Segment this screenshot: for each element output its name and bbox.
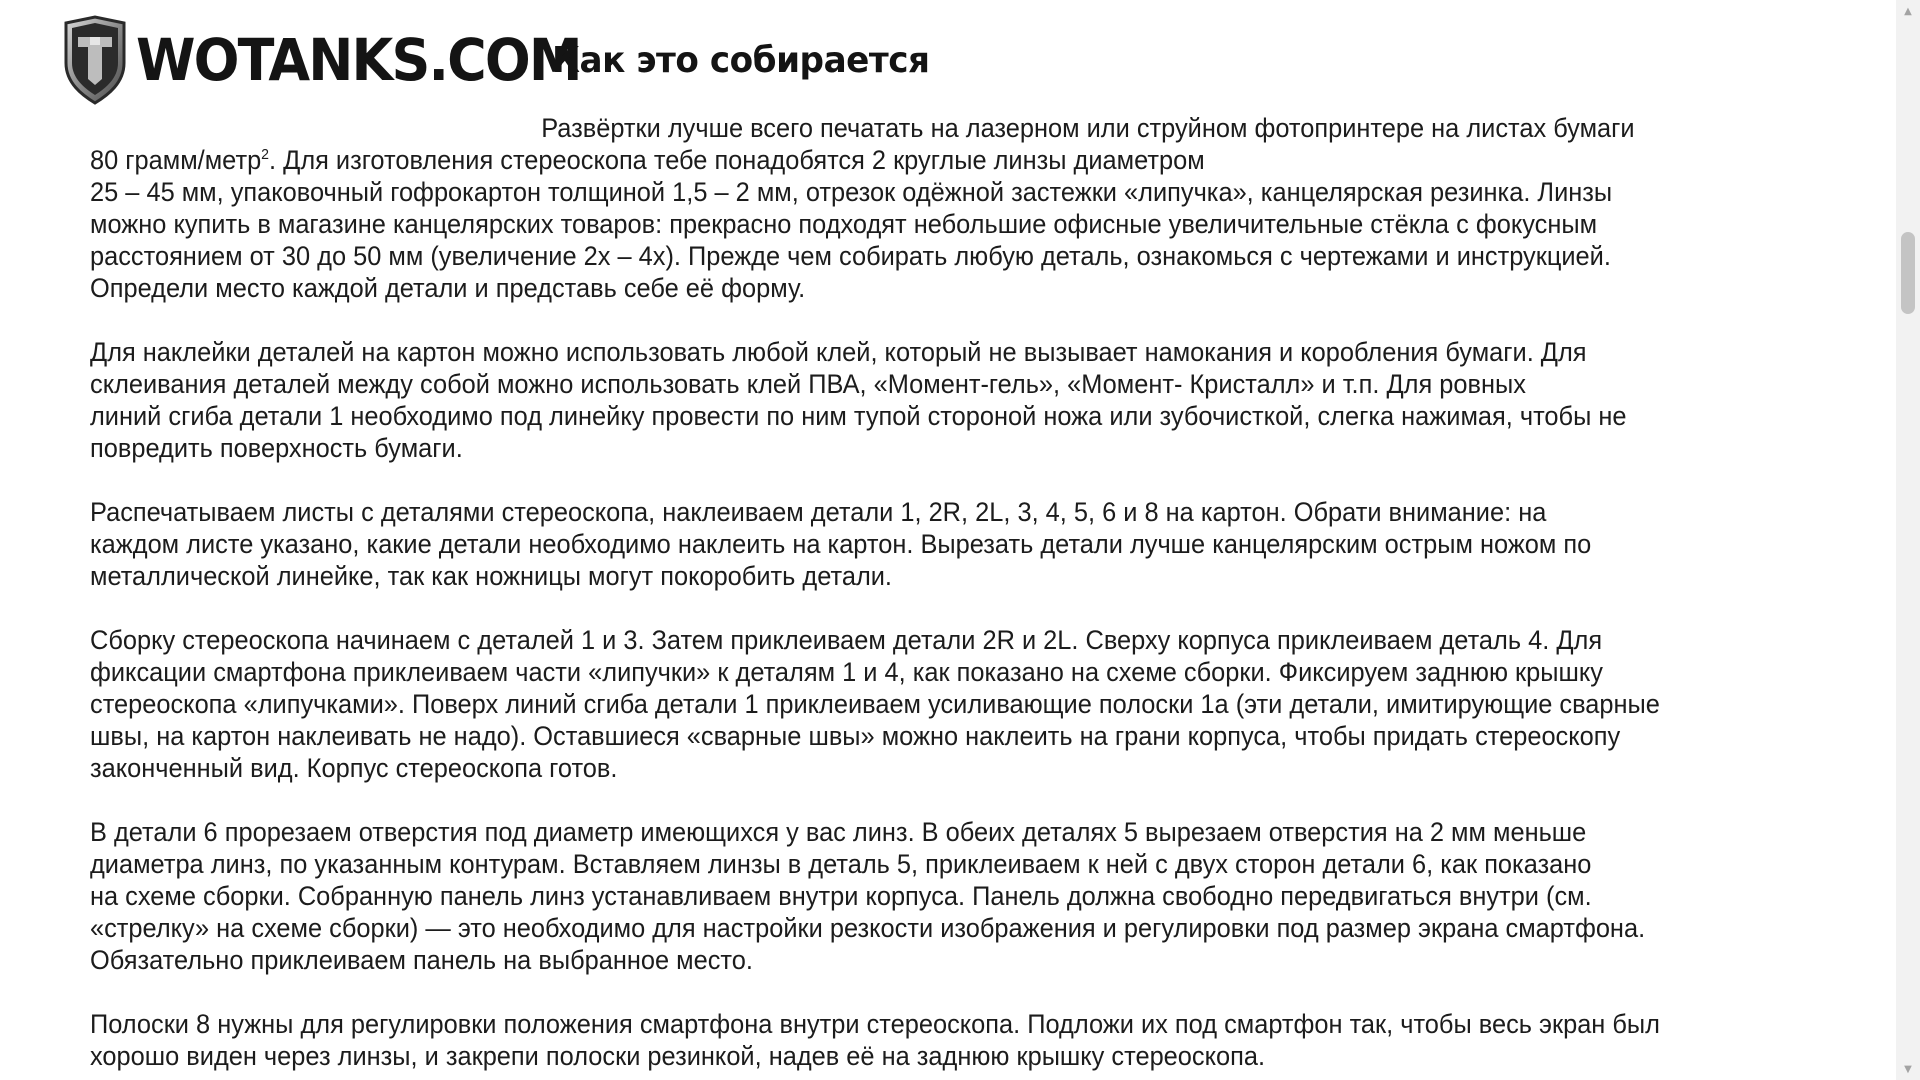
paragraph-line: Развёртки лучше всего печатать на лазерном или струйном фотопринтере на листах бумаги (541, 113, 1635, 143)
paragraph-line: Полоски 8 нужны для регулировки положения смартфона внутри стереоскопа. Подложи их под смартфон так, чтобы весь экран был (90, 1009, 1660, 1039)
page-title: Как это собирается (552, 40, 930, 81)
paragraph-line: Сборку стереоскопа начинаем с деталей 1 и 3. Затем приклеиваем детали 2R и 2L. Сверху корпуса приклеиваем деталь 4. Для (90, 625, 1603, 655)
site-header (62, 14, 614, 106)
paragraph-gap (90, 784, 1810, 816)
paragraph-line: хорошо виден через линзы, и закрепи полоски резинкой, надев её на заднюю крышку стереоскопа. (90, 1041, 1266, 1071)
paragraph-line: В детали 6 прорезаем отверстия под диаметр имеющихся у вас линз. В обеих деталях 5 вырезаем отверстия на 2 мм меньше (90, 817, 1587, 847)
paragraph-line: повредить поверхность бумаги. (90, 433, 463, 463)
paragraph-line: фиксации смартфона приклеиваем части «липучки» к деталям 1 и 4, как показано на схеме сборки. Фиксируем заднюю крышку (90, 657, 1603, 687)
article-body (90, 112, 1810, 1072)
paragraph-gap (90, 464, 1810, 496)
paragraph-line: можно купить в магазине канцелярских товаров: прекрасно подходят небольшие офисные увеличительные стёкла с фокусным (90, 209, 1598, 239)
paragraph-line: стереоскопа «липучками». Поверх линий сгиба детали 1 приклеиваем усиливающие полоски 1а (эти детали, имитирующие сварные (90, 689, 1660, 719)
paragraph-gap (90, 592, 1810, 624)
paragraph-line: на схеме сборки. Собранную панель линз устанавливаем внутри корпуса. Панель должна свободно передвигаться внутри (см. (90, 881, 1592, 911)
paragraph-line: каждом листе указано, какие детали необходимо наклеить на картон. Вырезать детали лучше канцелярским острым ножом по (90, 529, 1592, 559)
superscript: 2 (261, 146, 270, 163)
scroll-down-arrow-icon[interactable]: ▼ (1904, 1063, 1912, 1075)
site-logo-text[interactable]: WOTANKS.COM (136, 26, 581, 94)
scrollbar-thumb[interactable] (1901, 232, 1915, 314)
paragraph-line: линий сгиба детали 1 необходимо под линейку провести по ним тупой стороной ножа или зубочисткой, слегка нажимая, чтобы не (90, 401, 1627, 431)
paragraph-gap (90, 304, 1810, 336)
paragraph-line: Распечатываем листы с деталями стереоскопа, наклеиваем детали 1, 2R, 2L, 3, 4, 5, 6 и 8 на картон. Обрати внимание: на (90, 497, 1547, 527)
paragraph-line (90, 144, 1707, 176)
paragraph-line: металлической линейке, так как ножницы могут покоробить детали. (90, 561, 892, 591)
scroll-up-arrow-icon[interactable]: ▲ (1904, 5, 1912, 17)
paragraph-line: Обязательно приклеиваем панель на выбранное место. (90, 945, 753, 975)
paragraph-line: Определи место каждой детали и представь себе её форму. (90, 273, 806, 303)
paragraph-line: законченный вид. Корпус стереоскопа готов. (90, 753, 618, 783)
tank-shield-logo-icon[interactable] (62, 15, 128, 105)
paragraph-line: расстоянием от 30 до 50 мм (увеличение 2х – 4х). Прежде чем собирать любую деталь, ознакомься с чертежами и инструкцией. (90, 241, 1611, 271)
paragraph-line: 25 – 45 мм, упаковочный гофрокартон толщиной 1,5 – 2 мм, отрезок одёжной застежки «липучка», канцелярская резинка. Линзы (90, 177, 1613, 207)
paragraph-line: «стрелку» на схеме сборки) — это необходимо для настройки резкости изображения и регулировки под размер экрана смартфона. (90, 913, 1646, 943)
vertical-scrollbar[interactable] (1896, 0, 1920, 1080)
paragraph-line-rest: . Для изготовления стереоскопа тебе понадобятся 2 круглые линзы диаметром (269, 145, 1205, 175)
paragraph-gap (90, 976, 1810, 1008)
paragraph-line: склеивания деталей между собой можно использовать клей ПВА, «Момент-гель», «Момент- Кристалл» и т.п. Для ровных (90, 369, 1526, 399)
paragraph-line: швы, на картон наклеивать не надо). Оставшиеся «сварные швы» можно наклеить на грани корпуса, чтобы придать стереоскопу (90, 721, 1621, 751)
paragraph-line: диаметра линз, по указанным контурам. Вставляем линзы в деталь 5, приклеиваем к ней с двух сторон детали 6, как показано (90, 849, 1592, 879)
unit-text: 80 грамм/метр (90, 145, 262, 175)
paragraph-line: Для наклейки деталей на картон можно использовать любой клей, который не вызывает намокания и коробления бумаги. Для (90, 337, 1587, 367)
